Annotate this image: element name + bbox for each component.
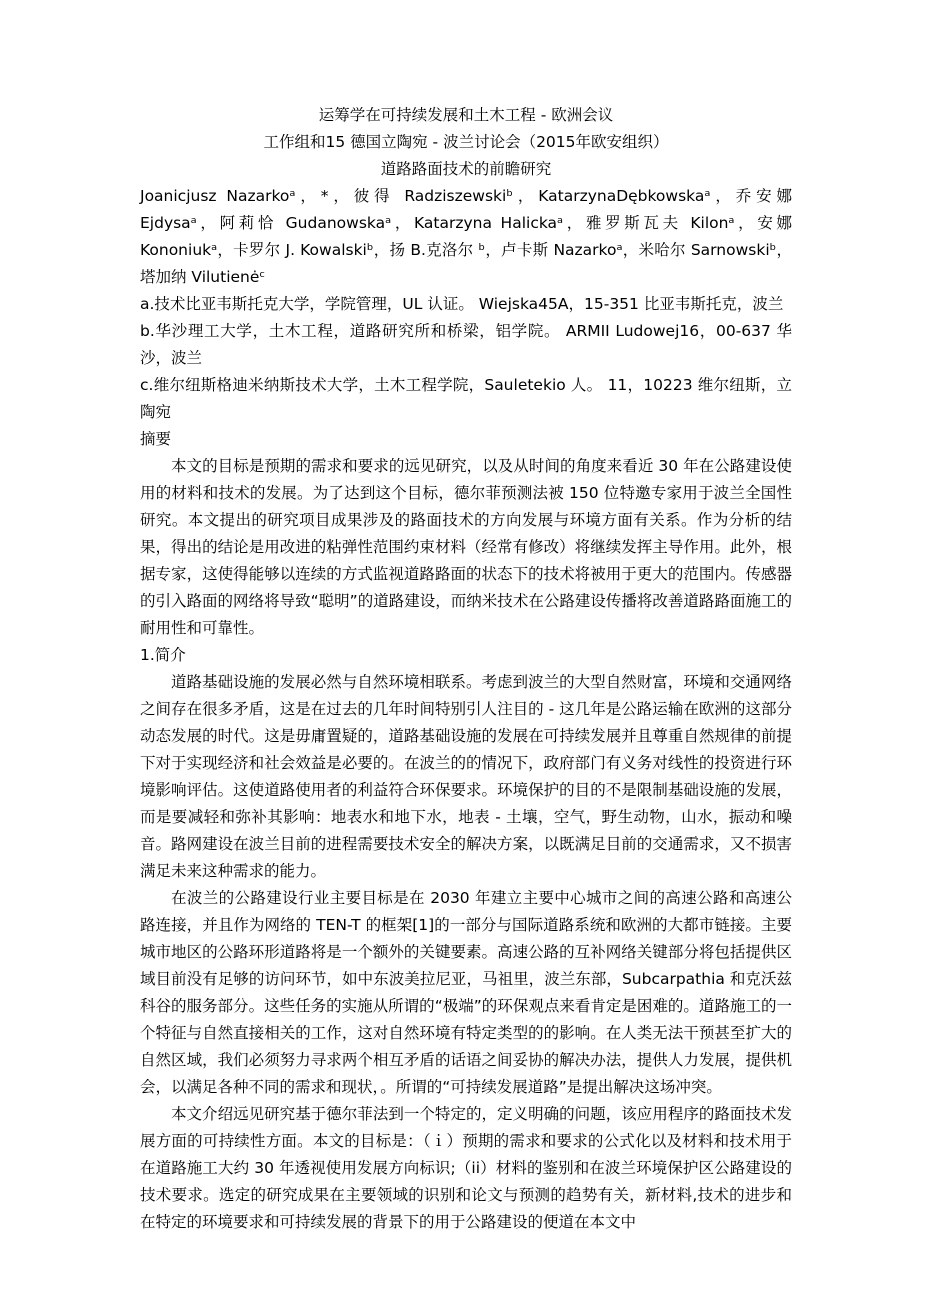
abstract-heading: 摘要 xyxy=(140,430,172,448)
affiliation-a: a.技术比亚韦斯托克大学，学院管理，UL 认证。 Wiejska45A，15-351 比亚韦斯托克，波兰 xyxy=(140,295,784,313)
abstract-body: 本文的目标是预期的需求和要求的远见研究，以及从时间的角度来看近 30 年在公路建设使用的材料和技术的发展。为了达到这个目标，德尔菲预测法被 150 位特邀专家用于波兰全国性研究。本文提出的研究项目成果涉及的路面技术的方向发展与环境方面有关系。作为分析的结果，得出的结论是用改进的粘弹性范围约束材料（经常有修改）将继续发挥主导作用。此外，根据专家，这使得能够以连续的方式监视道路路面的状态下的技术将被用于更大的范围内。传感器的引入路面的网络将导致“聪明”的道路建设，而纳米技术在公路建设传播将改善道路路面施工的耐用性和可靠性。 xyxy=(140,457,792,637)
author-list: Joanicjusz Nazarkoᵃ，*，彼得 Radziszewskiᵇ，KatarzynaDębkowskaᵃ，乔安娜 Ejdysaᵃ，阿莉恰 Gudanowskaᵃ，Katarzyna Halickaᵃ，雅罗斯瓦夫 Kilonᵃ，安娜 Kononiukᵃ，卡罗尔 J. Kowalskiᵇ，扬 B.克洛尔 ᵇ，卢卡斯 Nazarkoᵃ，米哈尔 Sarnowskiᵇ，塔加纳 Vilutienėᶜ xyxy=(140,187,792,286)
conference-title: 运筹学在可持续发展和土木工程 - 欧洲会议 xyxy=(318,106,614,124)
paper-title: 道路路面技术的前瞻研究 xyxy=(380,160,552,178)
affiliation-c: c.维尔纽斯格迪米纳斯技术大学，土木工程学院，Sauletekio 人。 11，10223 维尔纽斯，立陶宛 xyxy=(140,376,792,421)
introduction-heading: 1.简介 xyxy=(140,646,186,664)
introduction-paragraph-3: 本文介绍远见研究基于德尔菲法到一个特定的，定义明确的问题，该应用程序的路面技术发展方面的可持续性方面。本文的目标是：（ｉ）预期的需求和要求的公式化以及材料和技术用于在道路施工大约 30 年透视使用发展方向标识;（ii）材料的鉴别和在波兰环境保护区公路建设的技术要求。选定的研究成果在主要领域的识别和论文与预测的趋势有关，新材料,技术的进步和在特定的环境要求和可持续发展的背景下的用于公路建设的便道在本文中 xyxy=(140,1105,792,1231)
introduction-paragraph-2: 在波兰的公路建设行业主要目标是在 2030 年建立主要中心城市之间的高速公路和高速公路连接，并且作为网络的 TEN-T 的框架[1]的一部分与国际道路系统和欧洲的大都市链接。主要城市地区的公路环形道路将是一个额外的关键要素。高速公路的互补网络关键部分将包括提供区域目前没有足够的访问环节，如中东波美拉尼亚，马祖里，波兰东部，Subcarpathia 和克沃兹科谷的服务部分。这些任务的实施从所谓的“极端”的环保观点来看肯定是困难的。道路施工的一个特征与自然直接相关的工作，这对自然环境有特定类型的的影响。在人类无法干预甚至扩大的自然区域，我们必须努力寻求两个相互矛盾的话语之间妥协的解决办法，提供人力发展，提供机会，以满足各种不同的需求和现状，。所谓的“可持续发展道路”是提出解决这场冲突。 xyxy=(140,889,792,1096)
affiliation-b: b.华沙理工大学，土木工程，道路研究所和桥梁，铝学院。 ARMII Ludowej16，00-637 华沙，波兰 xyxy=(140,322,792,367)
workshop-title: 工作组和15 德国立陶宛 - 波兰讨论会（2015年欧安组织） xyxy=(263,133,669,151)
introduction-paragraph-1: 道路基础设施的发展必然与自然环境相联系。考虑到波兰的大型自然财富，环境和交通网络之间存在很多矛盾，这是在过去的几年时间特别引人注目的 - 这几年是公路运输在欧洲的这部分动态发展的时代。这是毋庸置疑的，道路基础设施的发展在可持续发展并且尊重自然规律的前提下对于实现经济和社会效益是必要的。在波兰的的情况下，政府部门有义务对线性的投资进行环境影响评估。这使道路使用者的利益符合环保要求。环境保护的目的不是限制基础设施的发展，而是要减轻和弥补其影响：地表水和地下水，地表 - 土壤，空气，野生动物，山水，振动和噪音。路网建设在波兰目前的进程需要技术安全的解决方案，以既满足目前的交通需求，又不损害满足未来这种需求的能力。 xyxy=(140,673,792,880)
